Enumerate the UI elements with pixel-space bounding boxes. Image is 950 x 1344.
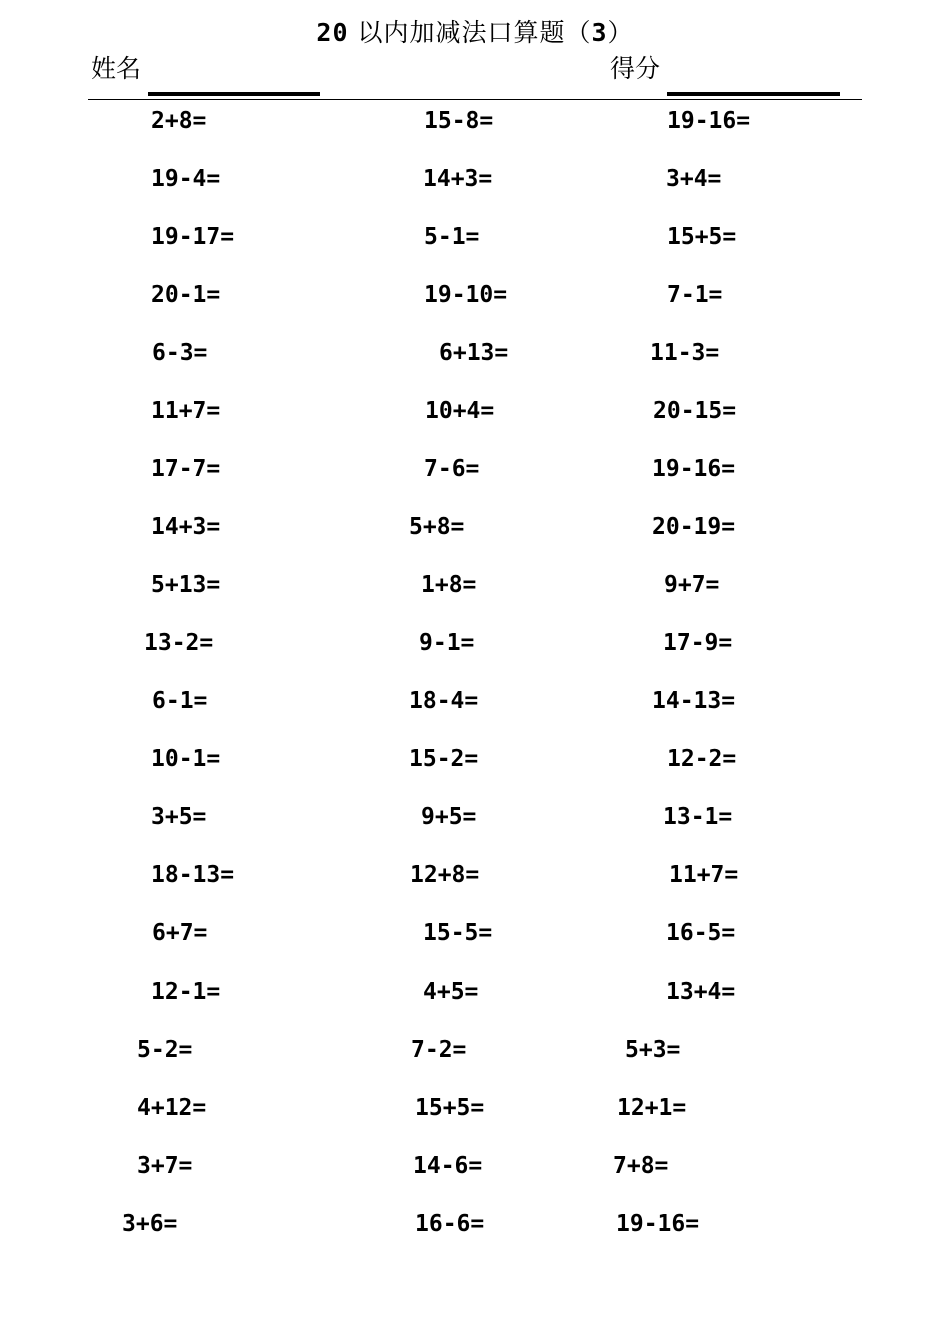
title-number: 20: [316, 18, 349, 47]
problem-item: 14+3=: [151, 514, 221, 540]
problem-item: 12+8=: [410, 862, 480, 888]
header-divider: [88, 99, 862, 100]
problem-item: 2+8=: [151, 108, 207, 134]
problem-item: 13+4=: [666, 979, 736, 1005]
problem-item: 14-6=: [413, 1153, 483, 1179]
problem-item: 4+5=: [423, 979, 479, 1005]
problem-item: 16-5=: [666, 920, 736, 946]
problem-item: 9-1=: [419, 630, 475, 656]
problem-item: 6+7=: [152, 920, 208, 946]
problem-item: 13-2=: [144, 630, 214, 656]
title-close: ）: [607, 18, 634, 47]
problem-item: 12+1=: [617, 1095, 687, 1121]
problem-item: 1+8=: [421, 572, 477, 598]
score-label: 得分: [610, 54, 661, 83]
problem-item: 20-15=: [653, 398, 737, 424]
problem-item: 9+5=: [421, 804, 477, 830]
problem-item: 19-16=: [652, 456, 736, 482]
page-title: [0, 16, 950, 50]
problem-item: 15+5=: [415, 1095, 485, 1121]
title-text: 以内加减法口算题（: [348, 18, 592, 47]
problem-item: 15-8=: [424, 108, 494, 134]
problem-item: 19-16=: [616, 1211, 700, 1237]
problem-item: 7-1=: [667, 282, 723, 308]
problem-item: 10-1=: [151, 746, 221, 772]
problem-item: 11+7=: [151, 398, 221, 424]
problem-item: 5+8=: [409, 514, 465, 540]
problem-item: 10+4=: [425, 398, 495, 424]
problem-item: 20-1=: [151, 282, 221, 308]
problem-item: 13-1=: [663, 804, 733, 830]
problem-item: 5-1=: [424, 224, 480, 250]
problem-item: 3+4=: [666, 166, 722, 192]
problem-item: 5+3=: [625, 1037, 681, 1063]
problem-item: 12-2=: [667, 746, 737, 772]
problem-item: 17-7=: [151, 456, 221, 482]
problem-item: 14-13=: [652, 688, 736, 714]
problem-item: 14+3=: [423, 166, 493, 192]
problem-item: 18-13=: [151, 862, 235, 888]
problem-item: 3+5=: [151, 804, 207, 830]
problem-item: 15+5=: [667, 224, 737, 250]
problem-item: 19-16=: [667, 108, 751, 134]
problem-item: 4+12=: [137, 1095, 207, 1121]
problem-item: 3+7=: [137, 1153, 193, 1179]
problem-item: 11+7=: [669, 862, 739, 888]
problem-item: 6+13=: [439, 340, 509, 366]
problem-item: 6-1=: [152, 688, 208, 714]
score-blank-line: [667, 92, 840, 96]
problem-item: 16-6=: [415, 1211, 485, 1237]
problem-item: 19-4=: [151, 166, 221, 192]
problem-item: 15-5=: [423, 920, 493, 946]
problem-item: 19-17=: [151, 224, 235, 250]
name-blank-line: [148, 92, 320, 96]
problem-item: 17-9=: [663, 630, 733, 656]
problem-item: 5+13=: [151, 572, 221, 598]
problem-item: 18-4=: [409, 688, 479, 714]
problem-item: 20-19=: [652, 514, 736, 540]
problem-item: 5-2=: [137, 1037, 193, 1063]
problem-item: 7-2=: [411, 1037, 467, 1063]
problem-item: 12-1=: [151, 979, 221, 1005]
title-index: 3: [591, 18, 608, 47]
problem-item: 6-3=: [152, 340, 208, 366]
name-label: 姓名: [91, 54, 142, 83]
problem-item: 19-10=: [424, 282, 508, 308]
problem-item: 3+6=: [122, 1211, 178, 1237]
problem-item: 11-3=: [650, 340, 720, 366]
problem-item: 7+8=: [613, 1153, 669, 1179]
problem-item: 15-2=: [409, 746, 479, 772]
problem-item: 7-6=: [424, 456, 480, 482]
problem-item: 9+7=: [664, 572, 720, 598]
